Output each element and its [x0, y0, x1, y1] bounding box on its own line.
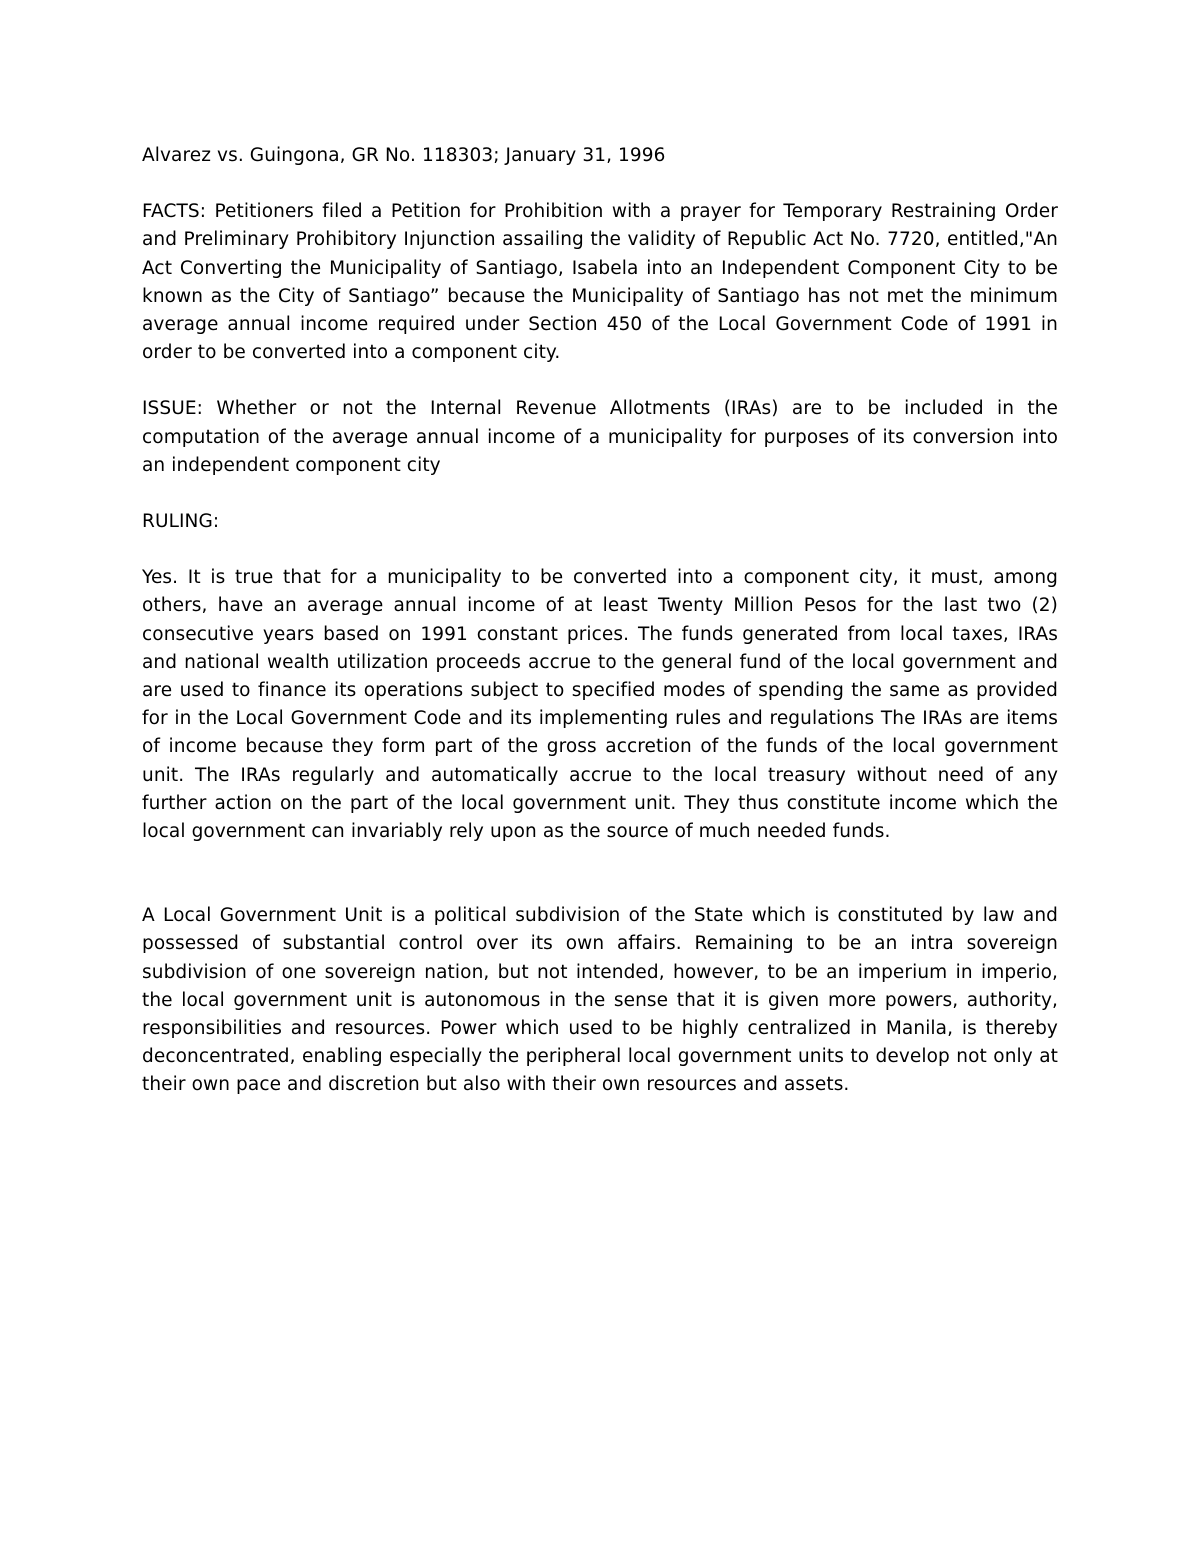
- facts-text: Petitioners filed a Petition for Prohibition with a prayer for Temporary Restraining Order and Preliminary Prohibitory Injunction assailing the validity of Republic Act No. 7720, entitled,"An Act Converting the Municipality of Santiago, Isabela into an Independent Component City to be known as the City of Santiago” because the Municipality of Santiago has not met the minimum average annual income required under Section 450 of the Local Government Code of 1991 in order to be converted into a component city.: [142, 201, 1058, 364]
- document-page: [142, 142, 1058, 1100]
- facts-label: FACTS:: [142, 201, 207, 223]
- spacer: [142, 367, 1058, 395]
- issue-text: Whether or not the Internal Revenue Allotments (IRAs) are to be included in the computation of the average annual income of a municipality for purposes of its conversion into an independent component city: [142, 398, 1058, 476]
- issue-label: ISSUE:: [142, 398, 204, 420]
- spacer: [142, 846, 1058, 902]
- ruling-paragraph-1: Yes. It is true that for a municipality to be converted into a component city, it must, among others, have an average annual income of at least Twenty Million Pesos for the last two (2) consecutive years based on 1991 constant prices. The funds generated from local taxes, IRAs and national wealth utilization proceeds accrue to the general fund of the local government and are used to finance its operations subject to specified modes of spending the same as provided for in the Local Government Code and its implementing rules and regulations The IRAs are items of income because they form part of the gross accretion of the funds of the local government unit. The IRAs regularly and automatically accrue to the local treasury without need of any further action on the part of the local government unit. They thus constitute income which the local government can invariably rely upon as the source of much needed funds.: [142, 567, 1058, 843]
- spacer: [142, 536, 1058, 564]
- spacer: [142, 480, 1058, 508]
- ruling-paragraph-2: A Local Government Unit is a political subdivision of the State which is constituted by law and possessed of substantial control over its own affairs. Remaining to be an intra sovereign subdivision of one sovereign nation, but not intended, however, to be an imperium in imperio, the local government unit is autonomous in the sense that it is given more powers, authority, responsibilities and resources. Power which used to be highly centralized in Manila, is thereby deconcentrated, enabling especially the peripheral local government units to develop not only at their own pace and discretion but also with their own resources and assets.: [142, 905, 1058, 1096]
- issue-paragraph: [142, 395, 1058, 480]
- spacer: [142, 170, 1058, 198]
- case-title: Alvarez vs. Guingona, GR No. 118303; January 31, 1996: [142, 145, 666, 166]
- facts-paragraph: [142, 198, 1058, 367]
- ruling-label: RULING:: [142, 511, 220, 533]
